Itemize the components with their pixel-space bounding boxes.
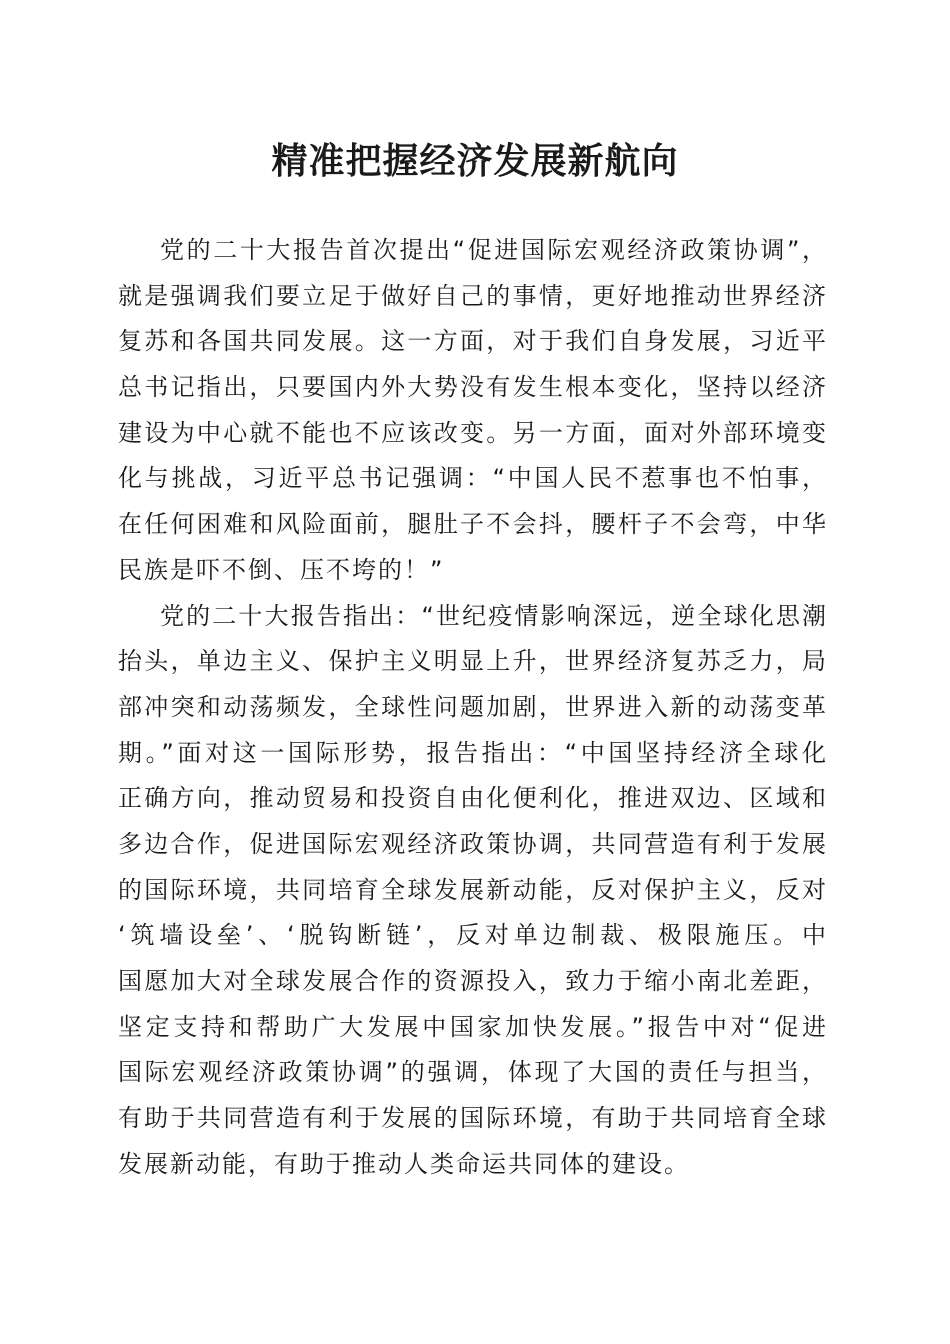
paragraph-1-line-5: 建设为中心就不能也不应该改变。另一方面，面对外部环境变 [118,418,828,447]
paragraph-2-line-9: 国愿加大对全球发展合作的资源投入，致力于缩小南北差距， [118,967,828,995]
paragraph-1-line-4: 总书记指出，只要国内外大势没有发生根本变化，坚持以经济 [118,373,828,402]
paragraph-2-line-2: 抬头，单边主义、保护主义明显上升，世界经济复苏乏力，局 [118,647,828,676]
paragraph-2-line-5: 正确方向，推动贸易和投资自由化便利化，推进双边、区域和 [118,784,828,813]
paragraph-2-line-4: 期。”面对这一国际形势，报告指出：“中国坚持经济全球化 [118,738,828,767]
paragraph-1-line-2: 就是强调我们要立足于做好自己的事情，更好地推动世界经济 [118,281,828,310]
paragraph-2-line-7: 的国际环境，共同培育全球发展新动能，反对保护主义，反对 [118,875,828,904]
paragraph-2-line-8: ‘筑墙设垒’、‘脱钩断链’，反对单边制裁、极限施压。中 [118,921,828,950]
paragraph-1-line-8: 民族是吓不倒、压不垮的！” [118,555,445,584]
paragraph-2-line-13: 发展新动能，有助于推动人类命运共同体的建设。 [118,1149,690,1178]
document-body [118,228,828,1187]
paragraph-1-line-6: 化与挑战，习近平总书记强调：“中国人民不惹事也不怕事， [118,464,828,493]
paragraph-1-line-1: 党的二十大报告首次提出“促进国际宏观经济政策协调”， [160,236,828,264]
paragraph-2-line-12: 有助于共同营造有利于发展的国际环境，有助于共同培育全球 [118,1104,828,1133]
paragraph-2-line-3: 部冲突和动荡频发，全球性问题加剧，世界进入新的动荡变革 [118,692,828,721]
paragraph-1-line-3: 复苏和各国共同发展。这一方面，对于我们自身发展，习近平 [118,327,828,356]
paragraph-2-line-1: 党的二十大报告指出：“世纪疫情影响深远，逆全球化思潮 [160,601,828,630]
paragraph-2-line-11: 国际宏观经济政策协调”的强调，体现了大国的责任与担当， [118,1058,828,1087]
paragraph-1-line-7: 在任何困难和风险面前，腿肚子不会抖，腰杆子不会弯，中华 [118,510,828,539]
document-title: 精准把握经济发展新航向 [271,140,679,182]
paragraph-2-line-10: 坚定支持和帮助广大发展中国家加快发展。”报告中对“促进 [118,1012,828,1041]
paragraph-2-line-6: 多边合作，促进国际宏观经济政策协调，共同营造有利于发展 [118,829,828,858]
